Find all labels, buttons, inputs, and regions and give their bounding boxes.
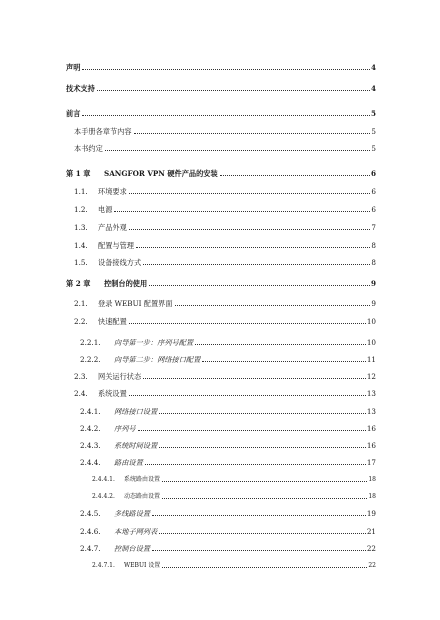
toc-dot-leader <box>175 305 371 306</box>
toc-title: 本手册各章节内容 <box>74 127 132 136</box>
toc-title: 声明 <box>66 63 81 72</box>
toc-page-number: 22 <box>366 544 376 553</box>
toc-title: 控制台设置 <box>114 544 150 553</box>
toc-page-number: 9 <box>370 279 376 288</box>
toc-dot-leader <box>152 550 366 551</box>
toc-entry[interactable] <box>74 240 376 250</box>
toc-dot-leader <box>105 150 371 151</box>
toc-page-number: 5 <box>371 127 376 136</box>
toc-entry[interactable] <box>74 204 376 214</box>
toc-entry[interactable] <box>80 526 376 536</box>
toc-title: 网关运行状态 <box>98 372 142 381</box>
toc-dot-leader <box>143 378 366 379</box>
toc-entry[interactable] <box>80 423 376 433</box>
toc-number: 2.4.6. <box>80 527 101 536</box>
toc-page-number: 16 <box>366 441 376 450</box>
toc-dot-leader <box>138 430 366 431</box>
toc-entry[interactable] <box>80 543 376 553</box>
toc-entry[interactable] <box>66 168 376 178</box>
toc-number: 1.1. <box>74 187 88 196</box>
toc-dot-leader <box>136 247 370 248</box>
toc-title: 系统时间设置 <box>114 441 158 450</box>
toc-page-number: 12 <box>366 372 376 381</box>
toc-entry[interactable] <box>80 337 376 347</box>
toc-dot-leader <box>143 264 370 265</box>
toc-number: 2.4. <box>74 389 88 398</box>
toc-page-number: 13 <box>366 389 376 398</box>
toc-page-number: 22 <box>368 562 376 569</box>
toc-title: 设备接线方式 <box>98 258 142 267</box>
toc-entry[interactable] <box>74 316 376 326</box>
toc-dot-leader <box>195 344 366 345</box>
toc-number: 1.3. <box>74 223 88 232</box>
toc-page-number: 4 <box>370 84 376 93</box>
toc-dot-leader <box>159 447 366 448</box>
toc-page-number: 21 <box>366 527 376 536</box>
toc-title: SANGFOR VPN 硬件产品的安装 <box>104 169 218 178</box>
toc-entry[interactable] <box>74 126 376 136</box>
toc-title: 产品外观 <box>98 223 127 232</box>
toc-entry[interactable] <box>74 143 376 153</box>
toc-dot-leader <box>82 115 370 116</box>
toc-dot-leader <box>97 90 370 91</box>
toc-page-number: 19 <box>366 509 376 518</box>
toc-entry[interactable] <box>80 440 376 450</box>
toc-number: 2.4.4.2. <box>92 493 115 500</box>
toc-page-number: 4 <box>370 63 376 72</box>
toc-entry[interactable] <box>92 474 376 484</box>
toc-page-number: 8 <box>371 241 376 250</box>
toc-entry[interactable] <box>80 457 376 467</box>
toc-entry[interactable] <box>74 222 376 232</box>
toc-entry[interactable] <box>66 278 376 288</box>
toc-dot-leader <box>129 395 366 396</box>
toc-entry[interactable] <box>92 560 376 570</box>
toc-number: 2.1. <box>74 299 88 308</box>
toc-number: 第 2 章 <box>66 279 91 288</box>
toc-dot-leader <box>159 413 366 414</box>
toc-dot-leader <box>220 175 370 176</box>
toc-dot-leader <box>114 211 370 212</box>
toc-dot-leader <box>145 464 366 465</box>
toc-dot-leader <box>152 515 366 516</box>
toc-number: 2.4.7.1. <box>92 562 115 569</box>
toc-title: 登录 WEBUI 配置界面 <box>98 299 173 308</box>
toc-dot-leader <box>134 133 371 134</box>
toc-number: 2.4.1. <box>80 407 101 416</box>
toc-dot-leader <box>149 285 370 286</box>
toc-dot-leader <box>162 481 367 482</box>
toc-page-number: 16 <box>366 424 376 433</box>
toc-dot-leader <box>129 193 371 194</box>
toc-number: 2.2. <box>74 317 88 326</box>
toc-title: 本书约定 <box>74 144 103 153</box>
toc-number: 2.3. <box>74 372 88 381</box>
toc-title: 向导第二步：网络接口配置 <box>114 355 201 364</box>
toc-title: 环境要求 <box>98 187 127 196</box>
toc-page-number: 11 <box>366 355 376 364</box>
toc-entry[interactable] <box>66 62 376 72</box>
toc-number: 2.2.2. <box>80 355 101 364</box>
toc-page-number: 6 <box>370 169 376 178</box>
toc-title: 前言 <box>66 109 81 118</box>
toc-entry[interactable] <box>92 491 376 501</box>
toc-entry[interactable] <box>74 186 376 196</box>
toc-title: 多线路设置 <box>114 509 150 518</box>
toc-dot-leader <box>162 498 367 499</box>
toc-number: 2.4.4. <box>80 458 101 467</box>
toc-page-number: 18 <box>368 476 376 483</box>
toc-title: 快速配置 <box>98 317 127 326</box>
toc-page-number: 10 <box>366 317 376 326</box>
toc-title: 系统设置 <box>98 389 127 398</box>
toc-page-number: 7 <box>371 223 376 232</box>
toc-entry[interactable] <box>74 388 376 398</box>
toc-page-number: 18 <box>368 493 376 500</box>
toc-number: 2.4.5. <box>80 509 101 518</box>
toc-entry[interactable] <box>80 508 376 518</box>
toc-page-number: 8 <box>371 258 376 267</box>
toc-title: 向导第一步：序列号配置 <box>114 338 194 347</box>
toc-dot-leader <box>162 567 367 568</box>
toc-entry[interactable] <box>74 257 376 267</box>
toc-dot-leader <box>129 323 366 324</box>
toc-number: 2.2.1. <box>80 338 101 347</box>
toc-page-number: 5 <box>371 144 376 153</box>
toc-title: 配置与管理 <box>98 241 134 250</box>
toc-entry[interactable] <box>74 371 376 381</box>
toc-page-number: 10 <box>366 338 376 347</box>
toc-title: 本地子网列表 <box>114 527 158 536</box>
toc-entry[interactable] <box>74 298 376 308</box>
toc-entry[interactable] <box>80 406 376 416</box>
toc-number: 2.4.3. <box>80 441 101 450</box>
toc-number: 1.2. <box>74 205 88 214</box>
toc-dot-leader <box>82 69 370 70</box>
toc-number: 1.5. <box>74 258 88 267</box>
toc-entry[interactable] <box>66 83 376 93</box>
toc-title: 网络接口设置 <box>114 407 158 416</box>
toc-entry[interactable] <box>66 108 376 118</box>
toc-number: 2.4.4.1. <box>92 476 115 483</box>
toc-title: 路由设置 <box>114 458 143 467</box>
toc-title: 控制台的使用 <box>104 279 148 288</box>
toc-page-number: 13 <box>366 407 376 416</box>
toc-entry[interactable] <box>80 354 376 364</box>
toc-dot-leader <box>159 533 366 534</box>
toc-title: WEBUI 设置 <box>124 562 161 569</box>
toc-page-number: 5 <box>370 109 376 118</box>
toc-title: 技术支持 <box>66 84 95 93</box>
toc-title: 序列号 <box>114 424 136 433</box>
toc-page-number: 17 <box>366 458 376 467</box>
toc-dot-leader <box>129 229 371 230</box>
toc-number: 第 1 章 <box>66 169 91 178</box>
toc-title: 系统路由设置 <box>124 476 161 483</box>
toc-number: 1.4. <box>74 241 88 250</box>
toc-dot-leader <box>202 361 366 362</box>
toc-number: 2.4.2. <box>80 424 101 433</box>
toc-number: 2.4.7. <box>80 544 101 553</box>
toc-title: 电源 <box>98 205 113 214</box>
toc-page-number: 6 <box>371 187 376 196</box>
toc-page-number: 9 <box>371 299 376 308</box>
toc-title: 动态路由设置 <box>124 493 161 500</box>
toc-page-number: 6 <box>371 205 376 214</box>
